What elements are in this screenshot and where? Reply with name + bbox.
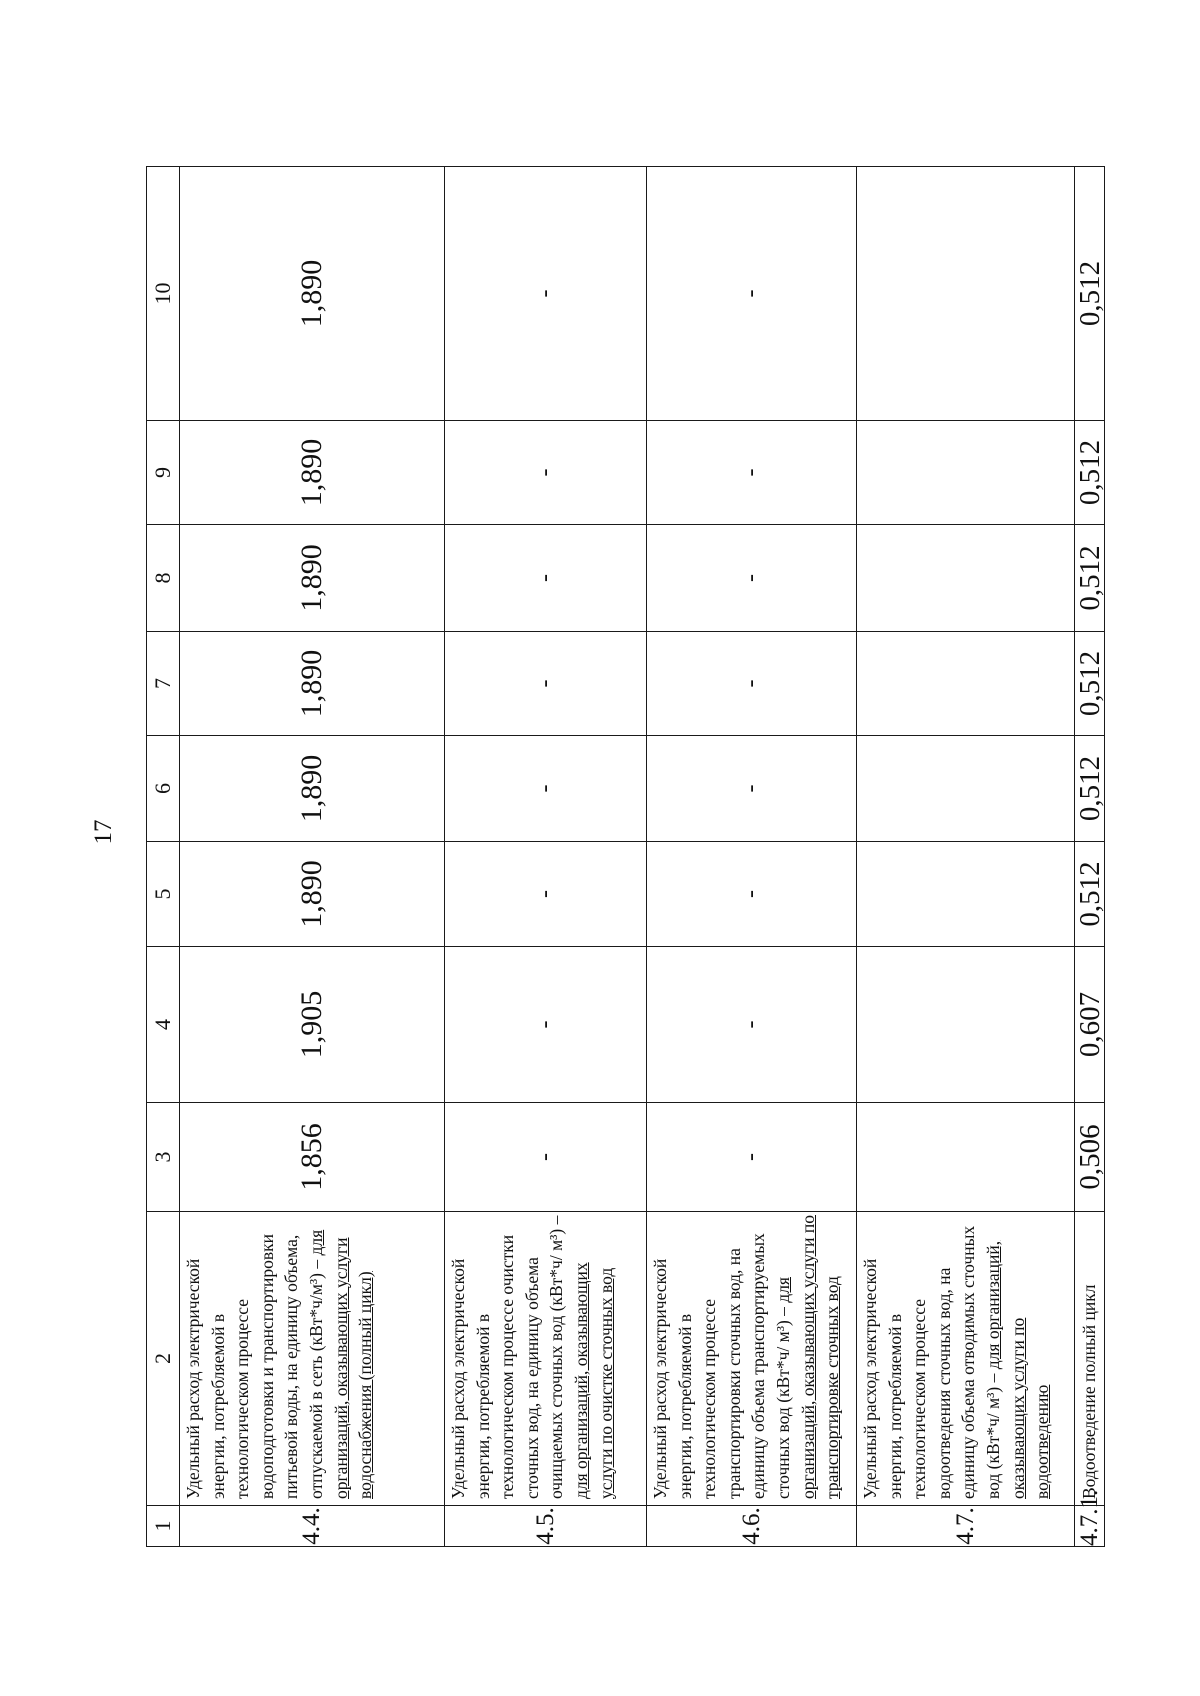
header-cell: 3 (147, 1103, 180, 1212)
row-description: Удельный расход электрической энергии, потребляемой в технологическом процессе очистки сточных вод, на единицу объема очищаемых сточных вод (кВт*ч/ м³) – для организаций, оказывающих услуги по очистке сточных вод (445, 1212, 647, 1506)
value-cell: 0,512 (1075, 421, 1105, 525)
value-cell: - (647, 1103, 857, 1212)
value-cell: 1,856 (180, 1103, 445, 1212)
row-code: 4.6. (647, 1506, 857, 1547)
value-cell: 0,607 (1075, 947, 1105, 1103)
row-description: Удельный расход электрической энергии, потребляемой в технологическом процессе водоподготовки и транспортировки питьевой воды, на единицу объема, отпускаемой в сеть (кВт*ч/м³) – для организаций, оказывающих услуги водоснабжения (полный цикл) (180, 1212, 445, 1506)
value-cell: 0,512 (1075, 736, 1105, 842)
header-cell: 10 (147, 167, 180, 421)
value-cell (857, 947, 1075, 1103)
table-row (445, 167, 647, 1547)
value-cell: - (445, 1103, 647, 1212)
value-cell (857, 632, 1075, 736)
header-row (147, 167, 180, 1547)
value-cell: - (445, 947, 647, 1103)
row-code: 4.7. (857, 1506, 1075, 1547)
value-cell: - (647, 947, 857, 1103)
value-cell: - (647, 525, 857, 632)
header-cell: 8 (147, 525, 180, 632)
value-cell (857, 421, 1075, 525)
header-cell: 1 (147, 1506, 180, 1547)
value-cell: - (445, 736, 647, 842)
row-description: Удельный расход электрической энергии, потребляемой в технологическом процессе транспортировки сточных вод, на единицу объема транспортируемых сточных вод (кВт*ч/ м³) – для организаций, оказывающих услуги по транспортировке сточных вод (647, 1212, 857, 1506)
header-cell: 9 (147, 421, 180, 525)
table-row (180, 167, 445, 1547)
value-cell: 0,512 (1075, 167, 1105, 421)
header-cell: 2 (147, 1212, 180, 1506)
row-code: 4.4. (180, 1506, 445, 1547)
value-cell: 0,506 (1075, 1103, 1105, 1212)
value-cell (857, 1103, 1075, 1212)
value-cell: 1,905 (180, 947, 445, 1103)
row-code: 4.5. (445, 1506, 647, 1547)
value-cell: - (647, 421, 857, 525)
value-cell: 0,512 (1075, 842, 1105, 947)
header-cell: 5 (147, 842, 180, 947)
value-cell: 1,890 (180, 167, 445, 421)
indicators-table (146, 166, 1105, 1547)
row-description: Удельный расход электрической энергии, потребляемой в технологическом процессе водоотведения сточных вод, на единицу объема отводимых сточных вод (кВт*ч/ м³) – для организаций, оказывающих услуги по водоотведению (857, 1212, 1075, 1506)
value-cell: - (445, 167, 647, 421)
value-cell: - (647, 736, 857, 842)
value-cell: 1,890 (180, 842, 445, 947)
value-cell: 0,512 (1075, 632, 1105, 736)
value-cell: - (445, 632, 647, 736)
value-cell: 1,890 (180, 736, 445, 842)
value-cell (857, 842, 1075, 947)
rotated-table-container (146, 167, 1126, 1547)
value-cell: - (647, 842, 857, 947)
row-description: Водоотведение полный цикл (1075, 1212, 1105, 1506)
value-cell: - (445, 421, 647, 525)
value-cell (857, 736, 1075, 842)
header-cell: 4 (147, 947, 180, 1103)
table-row (857, 167, 1075, 1547)
value-cell: - (647, 167, 857, 421)
value-cell: 1,890 (180, 525, 445, 632)
value-cell: - (647, 632, 857, 736)
value-cell: 0,512 (1075, 525, 1105, 632)
value-cell: - (445, 842, 647, 947)
header-cell: 6 (147, 736, 180, 842)
table-row (647, 167, 857, 1547)
value-cell (857, 525, 1075, 632)
page-number: 17 (90, 819, 117, 845)
value-cell: 1,890 (180, 632, 445, 736)
row-code: 4.7.1. (1075, 1489, 1103, 1546)
value-cell: - (445, 525, 647, 632)
header-cell: 7 (147, 632, 180, 736)
value-cell (857, 167, 1075, 421)
table-row (1075, 167, 1105, 1547)
value-cell: 1,890 (180, 421, 445, 525)
